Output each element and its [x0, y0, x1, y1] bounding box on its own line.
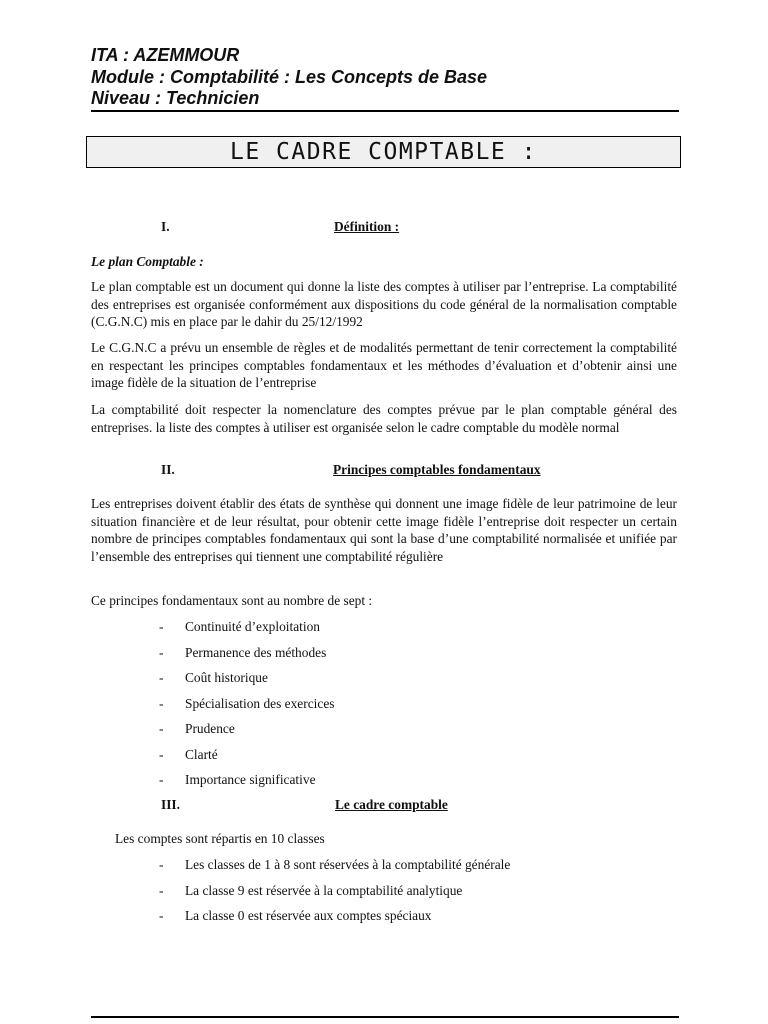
list-marker: - [159, 746, 164, 762]
list-item-text: Spécialisation des exercices [185, 695, 335, 711]
list-item-text: Clarté [185, 746, 218, 762]
list-item-text: Continuité d’exploitation [185, 619, 321, 634]
list-item-text: Importance significative [185, 772, 316, 787]
list-marker: - [159, 908, 164, 923]
list-item [159, 771, 334, 797]
document-header [91, 45, 679, 110]
paragraph: Le C.G.N.C a prévu un ensemble de règles et de modalités permettant de tenir correctement la comptabilité en respectant les principes comptables fondamentaux et les méthodes d’évaluation et d’obtenir ainsi une image fidèle de la situation de l’entreprise [91, 340, 677, 390]
section-1-number: I. [161, 219, 170, 234]
header-school: ITA : AZEMMOUR [91, 45, 240, 65]
page-title [86, 136, 681, 168]
header-level: Niveau : Technicien [91, 88, 260, 108]
list-item [159, 618, 334, 644]
footer-divider [91, 1016, 679, 1018]
list-item-text: Permanence des méthodes [185, 644, 327, 660]
list-item [159, 907, 510, 933]
list-item-text: La classe 0 est réservée aux comptes spéciaux [185, 908, 432, 923]
list-item [159, 669, 334, 695]
section-2-number: II. [161, 462, 175, 477]
section-3-intro: Les comptes sont répartis en 10 classes [115, 831, 325, 846]
section-1-lead: Le plan Comptable : [91, 254, 204, 269]
list-item [159, 720, 334, 746]
header-module: Module : Comptabilité : Les Concepts de Base [91, 66, 488, 87]
list-item [159, 644, 334, 670]
header-divider [91, 110, 679, 112]
page-title-text: LE CADRE COMPTABLE : [230, 139, 537, 165]
list-marker: - [159, 670, 164, 685]
list-marker: - [159, 695, 164, 711]
section-1-title: Définition : [334, 219, 400, 234]
list-item-text: Prudence [185, 721, 235, 736]
paragraph: La comptabilité doit respecter la nomenclature des comptes prévue par le plan comptable général des entreprises. la liste des comptes à utiliser est organisée selon le cadre comptable du modèle normal [91, 402, 677, 435]
section-2-title: Principes comptables fondamentaux [333, 462, 541, 477]
list-marker: - [159, 619, 164, 634]
section-3-title: Le cadre comptable [335, 797, 448, 812]
list-marker: - [159, 857, 164, 872]
list-item-text: Coût historique [185, 670, 268, 685]
principles-list [159, 618, 334, 797]
paragraph: Le plan comptable est un document qui donne la liste des comptes à utiliser par l’entreprise. La comptabilité des entreprises est organisée conformément aux dispositions du code général de la normalisation comptable (C.G.N.C) mis en place par le dahir du 25/12/1992 [91, 279, 677, 329]
paragraph: Les entreprises doivent établir des états de synthèse qui donnent une image fidèle de leur patrimoine de leur situation financière et de leur résultat, pour obtenir cette image fidèle l’entreprise doit respecter un certain nombre de principes comptables fondamentaux qui sont la base d’une comptabilité normalisée et unifiée par l’ensemble des entreprises qui tiennent une comptabilité régulière [91, 496, 677, 564]
section-3-number: III. [161, 797, 180, 812]
list-item [159, 856, 510, 882]
list-item [159, 746, 334, 772]
list-item-text: Les classes de 1 à 8 sont réservées à la comptabilité générale [185, 857, 511, 872]
classes-list [159, 856, 510, 933]
list-marker: - [159, 644, 164, 660]
list-item-text: La classe 9 est réservée à la comptabilité analytique [185, 882, 463, 898]
list-marker: - [159, 721, 164, 736]
list-item [159, 695, 334, 721]
list-marker: - [159, 772, 164, 787]
list-marker: - [159, 882, 164, 898]
list-item [159, 882, 510, 908]
section-2-intro: Ce principes fondamentaux sont au nombre de sept : [91, 593, 373, 608]
